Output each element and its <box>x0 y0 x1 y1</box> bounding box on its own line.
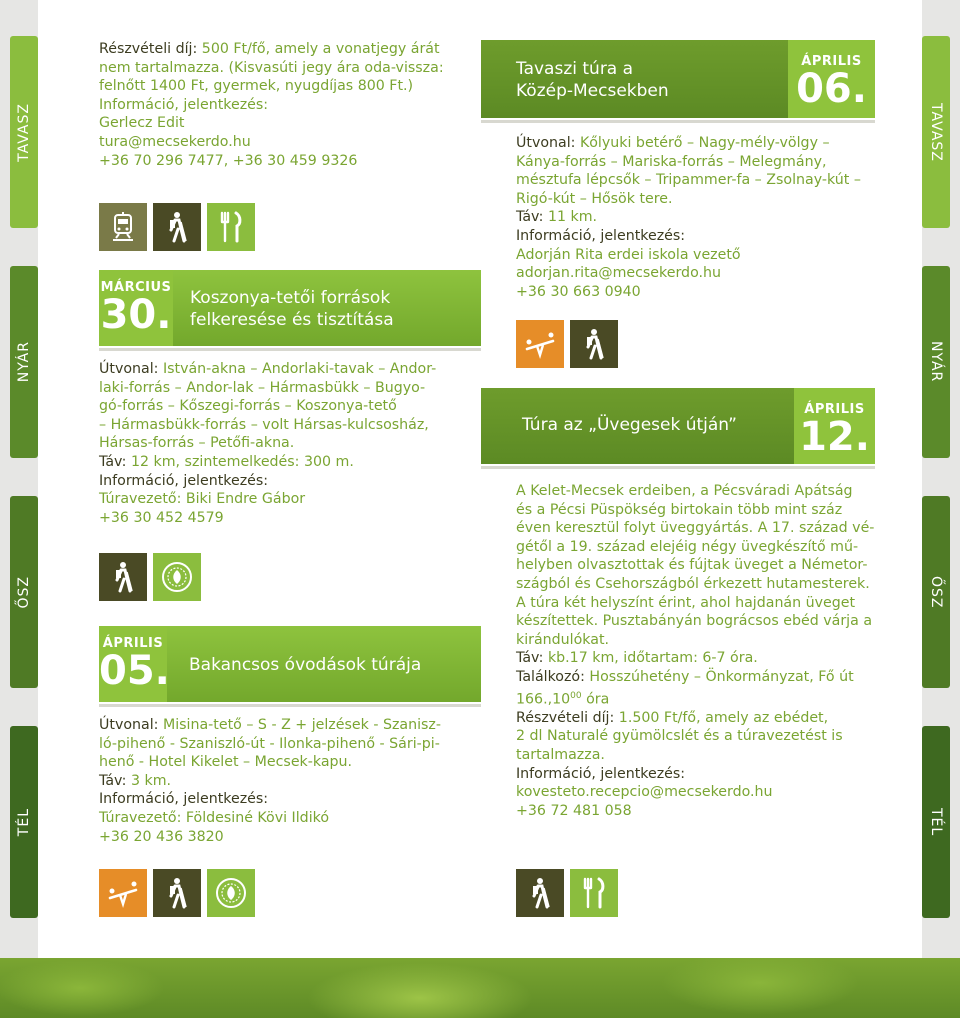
event-title-apr05: Bakancsos óvodások túrája <box>189 655 422 675</box>
hiker-icon <box>99 553 147 601</box>
apr06-icon-row <box>516 320 618 368</box>
apr12-icon-row <box>516 869 618 917</box>
header-shadow <box>99 704 481 707</box>
description-line: és a Pécsi Püspökség birtokain több mint száz <box>516 501 843 518</box>
tab-winter-right[interactable]: TÉL <box>922 726 950 918</box>
train-icon <box>99 203 147 251</box>
tab-spring-left[interactable]: TAVASZ <box>10 36 38 228</box>
tab-summer-left[interactable]: NYÁR <box>10 266 38 458</box>
date-month: ÁPRILIS <box>102 636 164 651</box>
fee-label: Részvételi díj: <box>99 41 198 57</box>
info-label: Információ, jelentkezés: <box>99 472 269 489</box>
description-line: készítettek. Pusztabányán bográcsos ebéd várja a <box>516 613 873 630</box>
hiker-icon <box>516 869 564 917</box>
meeting-label: Találkozó: <box>516 668 585 685</box>
route-label: Útvonal: <box>99 361 159 377</box>
description-line: kirándulókat. <box>516 631 610 648</box>
route-label: Útvonal: <box>99 717 159 733</box>
fee-line: 500 Ft/fő, amely a vonatjegy árát <box>201 41 440 57</box>
event-body-apr06: Útvonal: Kőlyuki betérő – Nagy-mély-völgy – Kánya-forrás – Mariska-forrás – Melegmány, mésztufa lépcsők – Tripammer-fa – Zsolnay-kút – Rigó-kút – Hősök tere. Táv: 11 km. Információ, jelentkezés: Adorján Rita erdei iskola vezető adorjan.rita@mecsekerdo.hu +36 30 663 0940 <box>516 134 876 301</box>
contact-phone: +36 30 452 4579 <box>99 509 224 526</box>
header-shadow <box>481 120 875 123</box>
event-title-apr12: Túra az „Üvegesek útján” <box>522 415 737 435</box>
date-badge-apr12 <box>794 388 875 464</box>
description-line: A Kelet-Mecsek erdeiben, a Pécsváradi Apátság <box>516 483 853 499</box>
distance-label: Táv: <box>516 209 544 226</box>
meeting-time: 166.,10$^{00}$ óra <box>516 690 610 708</box>
forest-school-badge-icon <box>207 869 255 917</box>
info-label: Információ, jelentkezés: <box>516 765 686 782</box>
contact-phone: +36 20 436 3820 <box>99 828 224 845</box>
info-label: Információ, jelentkezés: <box>516 227 686 244</box>
description-line: helyben olvasztottak és fújtak üveget a Németor- <box>516 557 868 574</box>
route-label: Útvonal: <box>516 135 576 151</box>
tab-autumn-left[interactable]: ŐSZ <box>10 496 38 688</box>
apr05-icon-row <box>99 869 255 917</box>
contact-phone: +36 70 296 7477, +36 30 459 9326 <box>99 152 358 169</box>
info-label: Információ, jelentkezés: <box>99 791 269 808</box>
date-day: 06. <box>796 66 867 112</box>
date-badge-apr06 <box>788 40 875 118</box>
contact-email[interactable]: adorjan.rita@mecsekerdo.hu <box>516 265 721 282</box>
description-line: éven keresztül folyt üveggyártás. A 17. század vé- <box>516 520 875 537</box>
tab-spring-right[interactable]: TAVASZ <box>922 36 950 228</box>
event-body-mar30: Útvonal: István-akna – Andorlaki-tavak – Andor- laki-forrás – Andor-lak – Hármasbükk – Bugyo- gó-forrás – Kőszegi-forrás – Koszonya-tető – Hármasbükk-forrás – volt Hársas-kulcsosház, Hársas-forrás – Petőfi-akna. Táv: 12 km, szintemelkedés: 300 m. Információ, jelentkezés: Túravezető: Biki Endre Gábor +36 30 452 4579 <box>99 360 479 527</box>
mar30-icon-row <box>99 553 201 601</box>
contact-name: Gerlecz Edit <box>99 115 185 132</box>
event-title-mar30: Koszonya-tetői források felkeresése és tisztítása <box>190 288 394 330</box>
bottom-foliage-band <box>0 958 960 1018</box>
seesaw-icon <box>516 320 564 368</box>
guide-name: Túravezető: Biki Endre Gábor <box>99 491 306 508</box>
date-month: ÁPRILIS <box>801 54 862 69</box>
date-badge-mar30 <box>99 270 173 346</box>
cutlery-icon <box>570 869 618 917</box>
seesaw-icon <box>99 869 147 917</box>
date-day: 05. <box>99 648 170 694</box>
event-title-apr06: Tavaszi túra a Közép-Mecsekben <box>516 59 669 101</box>
tab-winter-left[interactable]: TÉL <box>10 726 38 918</box>
date-badge-apr05 <box>99 626 170 702</box>
contact-email[interactable]: tura@mecsekerdo.hu <box>99 133 251 150</box>
fee-line: nem tartalmazza. (Kisvasúti jegy ára oda-vissza: <box>99 59 444 76</box>
hiker-icon <box>153 869 201 917</box>
info-label: Információ, jelentkezés: <box>99 96 269 113</box>
description-line: A túra két helyszínt érint, ahol hajdanán üveget <box>516 594 856 611</box>
event-body-apr12: A Kelet-Mecsek erdeiben, a Pécsváradi Apátság és a Pécsi Püspökség birtokain több mint száz éven keresztül folyt üveggyártás. A 17. század vé- gétől a 19. század elejéig négy üvegkészítő mű- helyben olvasztottak és fújtak üveget a Németor- szágból és Csehországból érkezett hutamesterek. A túra két helyszínt érint, ahol hajdanán üveget készítettek. Pusztabányán bográcsos ebéd várja a kirándulókat. Táv: kb.17 km, időtartam: 6-7 óra. Találkozó: Hosszúhetény – Önkormányzat, Fő út 166.,10$^{00}$ óra Részvételi díj: 1.500 Ft/fő, amely az ebédet, 2 dl Naturalé gyümölcslét és a túravezetést is tartalmazza. Információ, jelentkezés: kovesteto.recepcio@mecsekerdo.hu +36 72 481 058 <box>516 483 875 819</box>
event-body-apr05: Útvonal: Misina-tető – S - Z + jelzések - Szanisz- ló-pihenő - Szaniszló-út - Ilonka-pihenő - Sári-pi- henő - Hotel Kikelet – Mecsek-kapu. Táv: 3 km. Információ, jelentkezés: Túravezető: Földesiné Kövi Ildikó +36 20 436 3820 <box>99 716 479 846</box>
description-line: szágból és Csehországból érkezett hutamesterek. <box>516 575 870 592</box>
date-month: ÁPRILIS <box>804 402 865 417</box>
contact-email[interactable]: kovesteto.recepcio@mecsekerdo.hu <box>516 784 773 801</box>
contact-name: Adorján Rita erdei iskola vezető <box>516 246 741 263</box>
cutlery-icon <box>207 203 255 251</box>
header-shadow <box>481 466 875 469</box>
tab-summer-right[interactable]: NYÁR <box>922 266 950 458</box>
description-line: gétől a 19. század elejéig négy üvegkészítő mű- <box>516 538 859 555</box>
intro-icon-row <box>99 203 255 251</box>
date-day: 12. <box>799 414 870 460</box>
distance-label: Táv: <box>99 772 127 789</box>
header-shadow <box>99 348 481 351</box>
contact-phone: +36 72 481 058 <box>516 802 632 819</box>
guide-name: Túravezető: Földesiné Kövi Ildikó <box>99 809 330 826</box>
hiker-icon <box>153 203 201 251</box>
intro-fee-block <box>99 40 469 170</box>
distance-label: Táv: <box>99 453 127 470</box>
fee-label: Részvételi díj: <box>516 709 615 726</box>
fee-line: felnőtt 1400 Ft, gyermek, nyugdíjas 800 Ft.) <box>99 78 414 95</box>
tab-autumn-right[interactable]: ŐSZ <box>922 496 950 688</box>
forest-school-badge-icon <box>153 553 201 601</box>
date-day: 30. <box>100 292 172 338</box>
hiker-icon <box>570 320 618 368</box>
contact-phone: +36 30 663 0940 <box>516 283 641 300</box>
date-month: MÁRCIUS <box>100 280 172 295</box>
distance-label: Táv: <box>516 650 544 667</box>
